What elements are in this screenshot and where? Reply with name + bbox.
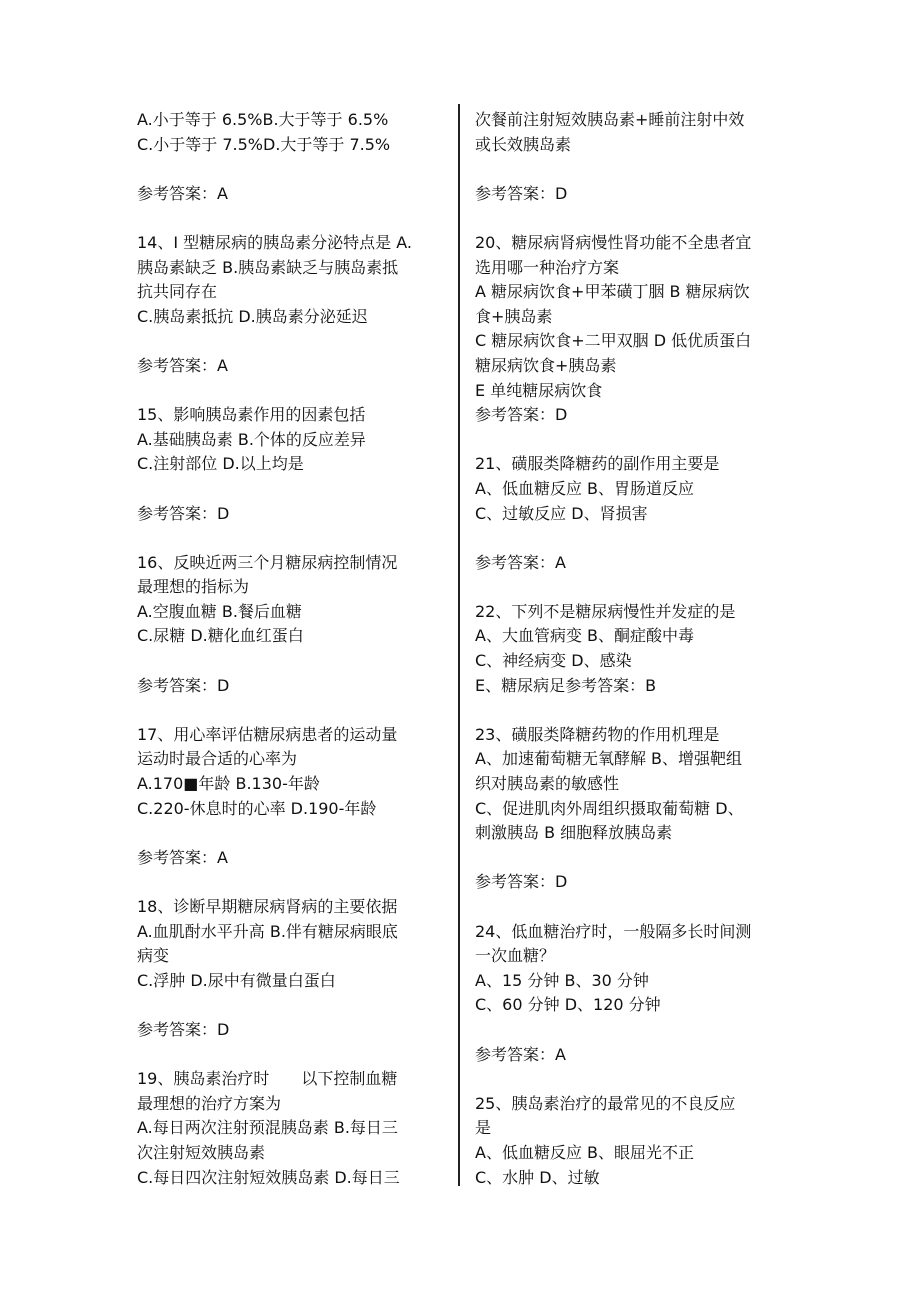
paragraph-gap xyxy=(475,575,787,600)
answer-line: 参考答案：A xyxy=(475,1044,566,1064)
paragraph-gap xyxy=(137,698,449,723)
paragraph-gap xyxy=(137,649,449,674)
text-line: C、神经病变 D、感染 xyxy=(475,651,632,671)
text-line: A.小于等于 6.5%B.大于等于 6.5% xyxy=(137,110,389,129)
text-line: 最理想的治疗方案为 xyxy=(137,1093,282,1113)
text-line: C.浮肿 D.尿中有微量白蛋白 xyxy=(137,970,336,990)
paragraph-gap xyxy=(475,526,787,551)
paragraph-gap xyxy=(137,157,449,182)
text-line: C.注射部位 D.以上均是 xyxy=(137,454,304,474)
text-line: 一次血糖？ xyxy=(475,946,556,966)
text-line: 15、影响胰岛素作用的因素包括 xyxy=(137,405,366,425)
text-line: 胰岛素缺乏 B.胰岛素缺乏与胰岛素抵 xyxy=(137,257,399,277)
text-line: E、糖尿病足参考答案：B xyxy=(475,675,657,695)
paragraph-gap xyxy=(475,698,787,723)
answer-line: 参考答案：D xyxy=(137,1019,230,1039)
text-line: C.胰岛素抵抗 D.胰岛素分泌延迟 xyxy=(137,306,368,326)
text-line: 糖尿病饮食+胰岛素 xyxy=(475,355,617,375)
text-line: 25、胰岛素治疗的最常见的不良反应 xyxy=(475,1093,736,1113)
text-line: 是 xyxy=(475,1118,492,1138)
text-line: 14、I 型糖尿病的胰岛素分泌特点是 A. xyxy=(137,232,413,252)
answer-line: 参考答案：A xyxy=(137,847,228,867)
text-line: A.血肌酎水平升高 B.伴有糖尿病眼底 xyxy=(137,921,398,941)
answer-line: 参考答案：D xyxy=(137,503,230,523)
text-line: C、水肿 D、过敏 xyxy=(475,1167,600,1187)
text-line: A 糖尿病饮食+甲苯磺丁胭 B 糖尿病饮 xyxy=(475,282,750,302)
text-line: 18、诊断早期糖尿病肾病的主要依据 xyxy=(137,897,398,916)
text-line: A、15 分钟 B、30 分钟 xyxy=(475,970,649,990)
answer-line: 参考答案：A xyxy=(137,355,228,375)
text-line: E 单纯糖尿病饮食 xyxy=(475,380,603,400)
text-line: 24、低血糖治疗时，一般隔多长时间测 xyxy=(475,921,752,941)
answer-line: 参考答案：D xyxy=(475,872,568,892)
text-line: C.每日四次注射短效胰岛素 D.每日三 xyxy=(137,1167,400,1187)
text-line: C.小于等于 7.5%D.大于等于 7.5% xyxy=(137,134,391,154)
paragraph-gap xyxy=(137,870,449,895)
text-line: C、过敏反应 D、肾损害 xyxy=(475,503,648,523)
text-line: A.空腹血糖 B.餐后血糖 xyxy=(137,601,302,621)
paragraph-gap xyxy=(475,846,787,871)
text-line: 20、糖尿病肾病慢性肾功能不全患者宜 xyxy=(475,232,752,252)
paragraph-gap xyxy=(475,206,787,231)
text-line: A、低血糖反应 B、眼屈光不正 xyxy=(475,1142,695,1162)
text-line: 22、下列不是糖尿病慢性并发症的是 xyxy=(475,601,736,621)
paragraph-gap xyxy=(137,477,449,502)
paragraph-gap xyxy=(475,895,787,920)
text-line: 21、磺服类降糖药的副作用主要是 xyxy=(475,454,720,474)
text-line: 选用哪一种治疗方案 xyxy=(475,257,620,277)
paragraph-gap xyxy=(475,1018,787,1043)
paragraph-gap xyxy=(137,993,449,1018)
text-line: A、加速葡萄糖无氧酵解 B、增强靶组 xyxy=(475,749,743,769)
text-line: A.基础胰岛素 B.个体的反应差异 xyxy=(137,429,366,449)
text-line: C.220-休息时的心率 D.190-年龄 xyxy=(137,798,377,818)
text-line: 织对胰岛素的敏感性 xyxy=(475,774,620,794)
text-line: 19、胰岛素治疗时 以下控制血糖 xyxy=(137,1069,398,1089)
paragraph-gap xyxy=(475,428,787,453)
text-line: 或长效胰岛素 xyxy=(475,134,572,154)
text-line: 病变 xyxy=(137,946,170,966)
text-line: 食+胰岛素 xyxy=(475,306,553,326)
text-line: A.每日两次注射预混胰岛素 B.每日三 xyxy=(137,1118,398,1138)
right-column xyxy=(475,108,787,1190)
text-line: A.170■年龄 B.130-年龄 xyxy=(137,774,320,794)
text-line: C 糖尿病饮食+二甲双胭 D 低优质蛋白 xyxy=(475,331,752,351)
text-line: 刺激胰岛 B 细胞释放胰岛素 xyxy=(475,823,673,843)
paragraph-gap xyxy=(137,379,449,404)
answer-line: 参考答案：A xyxy=(475,552,566,572)
text-line: 17、用心率评估糖尿病患者的运动量 xyxy=(137,724,398,744)
text-line: 23、磺服类降糖药物的作用机理是 xyxy=(475,724,720,744)
text-line: 抗共同存在 xyxy=(137,282,218,302)
text-line: A、低血糖反应 B、胃肠道反应 xyxy=(475,478,695,498)
text-line: 最理想的指标为 xyxy=(137,577,250,597)
text-line: 16、反映近两三个月糖尿病控制情况 xyxy=(137,552,398,572)
text-line: 次餐前注射短效胰岛素+睡前注射中效 xyxy=(475,110,745,129)
paragraph-gap xyxy=(137,329,449,354)
text-line: C、促进肌肉外周组织摄取葡萄糖 D、 xyxy=(475,798,744,818)
column-divider xyxy=(458,104,460,1186)
answer-line: 参考答案：D xyxy=(475,405,568,425)
answer-line: 参考答案：D xyxy=(475,183,568,203)
paragraph-gap xyxy=(137,821,449,846)
answer-line: 参考答案：D xyxy=(137,675,230,695)
paragraph-gap xyxy=(475,157,787,182)
text-line: A、大血管病变 B、酮症酸中毒 xyxy=(475,626,695,646)
paragraph-gap xyxy=(137,206,449,231)
paragraph-gap xyxy=(137,526,449,551)
text-line: 次注射短效胰岛素 xyxy=(137,1142,266,1162)
answer-line: 参考答案：A xyxy=(137,183,228,203)
left-column xyxy=(137,108,449,1190)
paragraph-gap xyxy=(137,1043,449,1068)
text-line: C.尿糖 D.糖化血红蛋白 xyxy=(137,626,304,646)
text-line: C、60 分钟 D、120 分钟 xyxy=(475,995,661,1015)
text-line: 运动时最合适的心率为 xyxy=(137,749,298,769)
paragraph-gap xyxy=(475,1067,787,1092)
